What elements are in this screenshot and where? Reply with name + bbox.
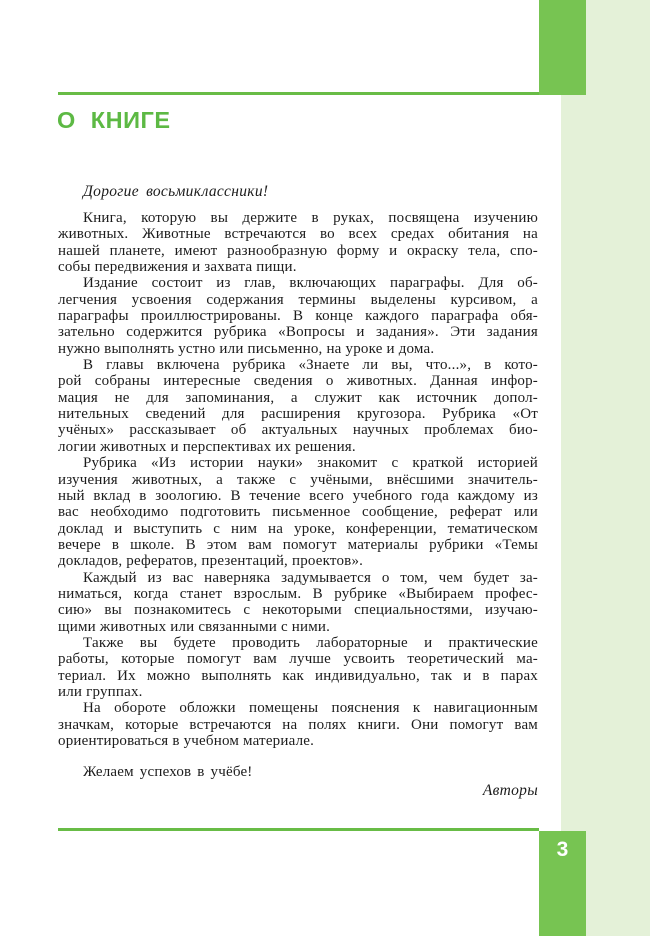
page-number: 3: [556, 837, 569, 861]
text-line: щими животных или связанными с ними.: [58, 618, 331, 635]
paragraph: [58, 635, 538, 700]
text-line: изучения животных, а также с учёными, внёсшими значитель-: [58, 471, 538, 488]
text-line: Издание состоит из глав, включающих параграфы. Для об-: [83, 275, 538, 292]
text-line: доклад и выступить с ним на уроке, конференции, тематическом: [58, 520, 538, 537]
closing-line: Желаем успехов в учёбе!: [83, 763, 253, 780]
text-line: легчения усвоения содержания термины выделены курсивом, а: [58, 291, 538, 308]
body-paragraphs: [58, 210, 538, 749]
text-line: вас необходимо подготовить письменное сообщение, реферат или: [58, 504, 538, 521]
text-line: нужно выполнять устно или письменно, на уроке и дома.: [58, 340, 435, 357]
paragraph: [58, 455, 538, 569]
text-line: нашей планете, имеют разнообразную форму и окраску тела, спо-: [58, 242, 538, 259]
text-line: животных. Животные встречаются во всех средах обитания на: [58, 226, 538, 243]
footer-rule: [58, 828, 539, 831]
paragraph: [58, 700, 538, 749]
text-line: Каждый из вас наверняка задумывается о том, чем будет за-: [83, 569, 538, 586]
text-line: или группах.: [58, 683, 143, 700]
authors-signature: Авторы: [482, 782, 538, 799]
text-line: В главы включена рубрика «Знаете ли вы, что...», в кото-: [83, 357, 538, 374]
paragraph: [58, 570, 538, 635]
text-line: рой собраны интересные сведения о животных. Данная инфор-: [58, 373, 538, 390]
text-line: зательно содержится рубрика «Вопросы и задания». Эти задания: [58, 324, 538, 341]
greeting-line: Дорогие восьмиклассники!: [83, 183, 269, 200]
header-rule: [58, 92, 539, 95]
paragraph: [58, 275, 538, 357]
page-edge-strip: [561, 0, 650, 936]
text-line: На обороте обложки помещены пояснения к навигационным: [83, 700, 538, 717]
text-line: териал. Их можно выполнять как индивидуально, так и в парах: [58, 667, 538, 684]
text-line: докладов, рефератов, презентаций, проектов».: [58, 553, 364, 570]
page-number-box: [539, 831, 586, 936]
text-line: Также вы будете проводить лабораторные и практические: [83, 634, 538, 651]
text-line: нительных сведений для расширения кругозора. Рубрика «От: [58, 406, 538, 423]
text-line: собы передвижения и захвата пищи.: [58, 259, 297, 276]
text-line: Рубрика «Из истории науки» знакомит с краткой историей: [83, 455, 538, 472]
text-line: значкам, которые встречаются на полях книги. Они помогут вам: [58, 716, 538, 733]
text-line: параграфы проиллюстрированы. В конце каждого параграфа обя-: [58, 308, 538, 325]
text-line: вечере в школе. В этом вам помогут материалы рубрики «Темы: [58, 536, 538, 553]
text-line: ный вклад в зоологию. В течение всего учебного года каждому из: [58, 487, 538, 504]
text-line: Книга, которую вы держите в руках, посвящена изучению: [83, 210, 538, 226]
text-line: учёных» рассказывает об актуальных научных проблемах био-: [58, 422, 538, 439]
paragraph: [58, 357, 538, 455]
text-line: сию» вы познакомитесь с некоторыми специальностями, изучаю-: [58, 602, 538, 619]
header-corner-box: [539, 0, 586, 95]
text-line: ниматься, когда станет взрослым. В рубрике «Выбираем профес-: [58, 585, 538, 602]
page-title: О КНИГЕ: [57, 107, 171, 133]
paragraph: [58, 210, 538, 275]
text-line: ориентироваться в учебном материале.: [58, 733, 315, 749]
text-line: мация не для запоминания, а служит как источник допол-: [58, 389, 538, 406]
text-line: работы, которые помогут вам лучше усвоить теоретический ма-: [58, 651, 538, 668]
text-line: логии животных и перспективах их решения.: [58, 438, 356, 455]
